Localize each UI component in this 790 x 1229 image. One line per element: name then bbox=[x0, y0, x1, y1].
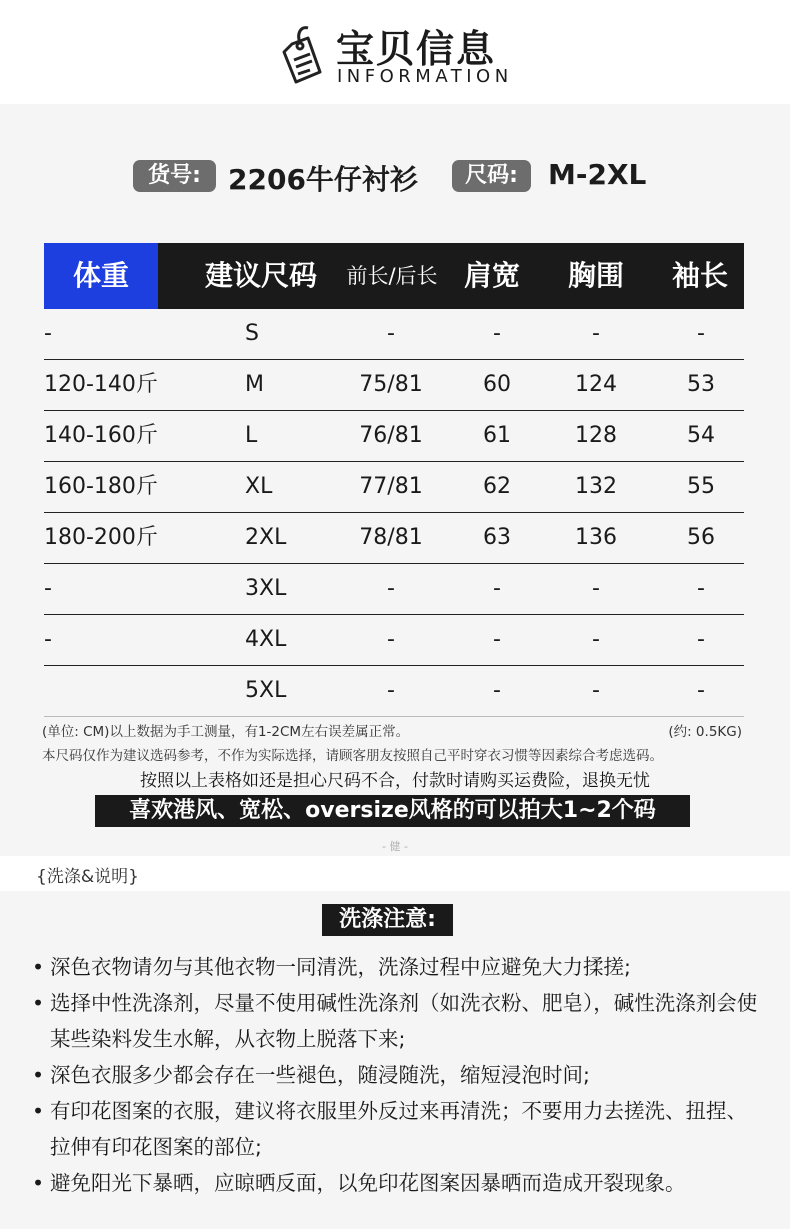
header-shoulder: 肩宽 bbox=[463, 259, 520, 292]
cell-chest: 124 bbox=[575, 372, 617, 397]
cell-weight: - bbox=[44, 321, 52, 346]
bullet: • bbox=[32, 1063, 45, 1087]
size-range-value: M-2XL bbox=[548, 158, 647, 191]
care-title: 洗涤注意: bbox=[322, 904, 453, 936]
cell-weight: 160-180斤 bbox=[44, 474, 158, 499]
care-section bbox=[0, 891, 790, 1229]
cell-weight: 140-160斤 bbox=[44, 423, 158, 448]
cell-sleeve: - bbox=[697, 576, 705, 601]
cell-size: 2XL bbox=[245, 525, 287, 550]
cell-chest: 128 bbox=[575, 423, 617, 448]
product-info-section bbox=[0, 104, 790, 856]
care-item-text: 有印花图案的衣服，建议将衣服里外反过来再清洗；不要用力去搓洗、扭捏、拉伸有印花图案的部位; bbox=[50, 1099, 747, 1159]
cell-size: XL bbox=[245, 474, 273, 499]
cell-weight: - bbox=[44, 627, 52, 652]
cell-length: 77/81 bbox=[359, 474, 423, 499]
cell-length: 75/81 bbox=[359, 372, 423, 397]
care-item-text: 深色衣物请勿与其他衣物一同清洗，洗涤过程中应避免大力揉搓; bbox=[50, 955, 631, 979]
table-row bbox=[44, 360, 744, 411]
cell-shoulder: - bbox=[493, 576, 501, 601]
page-title: 宝贝信息 bbox=[336, 27, 497, 71]
table-row bbox=[44, 411, 744, 462]
cell-length: - bbox=[387, 576, 395, 601]
header-length: 前长/后长 bbox=[346, 264, 438, 288]
size-table-header bbox=[44, 243, 744, 309]
cell-length: - bbox=[387, 678, 395, 703]
cell-chest: - bbox=[592, 576, 600, 601]
cell-size: 3XL bbox=[245, 576, 287, 601]
cell-shoulder: - bbox=[493, 678, 501, 703]
list-item bbox=[30, 949, 760, 985]
size-up-banner: 喜欢港风、宽松、oversize风格的可以拍大1~2个码 bbox=[95, 795, 690, 827]
weight-note: (约: 0.5KG) bbox=[668, 724, 742, 740]
cell-weight: 120-140斤 bbox=[44, 372, 158, 397]
cell-chest: - bbox=[592, 321, 600, 346]
list-item bbox=[30, 1093, 760, 1165]
care-list bbox=[30, 949, 760, 1201]
table-row bbox=[44, 513, 744, 564]
cell-length: 76/81 bbox=[359, 423, 423, 448]
cell-size: M bbox=[245, 372, 264, 397]
cell-weight: 180-200斤 bbox=[44, 525, 158, 550]
cell-sleeve: 54 bbox=[687, 423, 715, 448]
care-caption: {洗涤&说明} bbox=[36, 867, 139, 887]
sku-value: 2206牛仔衬衫 bbox=[228, 163, 418, 196]
table-row bbox=[44, 666, 744, 717]
header-suggested-size: 建议尺码 bbox=[204, 259, 317, 292]
cell-shoulder: - bbox=[493, 627, 501, 652]
cell-shoulder: 60 bbox=[483, 372, 511, 397]
cell-sleeve: - bbox=[697, 321, 705, 346]
cell-shoulder: 62 bbox=[483, 474, 511, 499]
table-row bbox=[44, 309, 744, 360]
header-sleeve: 袖长 bbox=[671, 259, 728, 292]
table-row bbox=[44, 462, 744, 513]
page-subtitle: INFORMATION bbox=[337, 66, 513, 87]
cell-sleeve: 55 bbox=[687, 474, 715, 499]
cell-size: 5XL bbox=[245, 678, 287, 703]
cell-weight: - bbox=[44, 576, 52, 601]
table-row bbox=[44, 564, 744, 615]
reference-note: 本尺码仅作为建议选码参考，不作为实际选择，请顾客朋友按照自己平时穿衣习惯等因素综合考虑选码。 bbox=[42, 748, 663, 764]
bullet: • bbox=[32, 1099, 45, 1123]
list-item bbox=[30, 1165, 760, 1201]
unit-note: (单位: CM)以上数据为手工测量，有1-2CM左右误差属正常。 bbox=[42, 724, 410, 740]
table-row bbox=[44, 615, 744, 666]
cell-length: - bbox=[387, 627, 395, 652]
cell-chest: 136 bbox=[575, 525, 617, 550]
bullet: • bbox=[32, 1171, 45, 1195]
care-item-text: 选择中性洗涤剂，尽量不使用碱性洗涤剂（如洗衣粉、肥皂），碱性洗涤剂会使某些染料发生水解，从衣物上脱落下来; bbox=[50, 991, 758, 1051]
cell-length: - bbox=[387, 321, 395, 346]
cell-shoulder: - bbox=[493, 321, 501, 346]
cell-shoulder: 61 bbox=[483, 423, 511, 448]
cell-chest: - bbox=[592, 678, 600, 703]
cell-size: 4XL bbox=[245, 627, 287, 652]
cell-chest: 132 bbox=[575, 474, 617, 499]
cell-sleeve: 53 bbox=[687, 372, 715, 397]
cell-shoulder: 63 bbox=[483, 525, 511, 550]
size-table-body bbox=[44, 309, 744, 717]
care-item-text: 避免阳光下暴晒，应晾晒反面，以免印花图案因暴晒而造成开裂现象。 bbox=[50, 1171, 686, 1195]
cell-sleeve: 56 bbox=[687, 525, 715, 550]
price-tag-icon bbox=[276, 24, 324, 86]
bullet: • bbox=[32, 991, 45, 1015]
cell-size: L bbox=[245, 423, 258, 448]
bullet: • bbox=[32, 955, 45, 979]
list-item bbox=[30, 1057, 760, 1093]
divider-mark: - 健 - bbox=[382, 840, 408, 853]
header-chest: 胸围 bbox=[567, 259, 624, 292]
cell-sleeve: - bbox=[697, 678, 705, 703]
care-item-text: 深色衣服多少都会存在一些褪色，随浸随洗，缩短浸泡时间; bbox=[50, 1063, 590, 1087]
size-range-label: 尺码: bbox=[452, 160, 531, 192]
cell-size: S bbox=[245, 321, 259, 346]
cell-length: 78/81 bbox=[359, 525, 423, 550]
cell-sleeve: - bbox=[697, 627, 705, 652]
header bbox=[0, 0, 790, 104]
sku-label: 货号: bbox=[133, 160, 216, 192]
insurance-note: 按照以上表格如还是担心尺码不合，付款时请购买运费险，退换无忧 bbox=[140, 771, 650, 791]
list-item bbox=[30, 985, 760, 1057]
header-weight: 体重 bbox=[44, 243, 158, 309]
cell-chest: - bbox=[592, 627, 600, 652]
